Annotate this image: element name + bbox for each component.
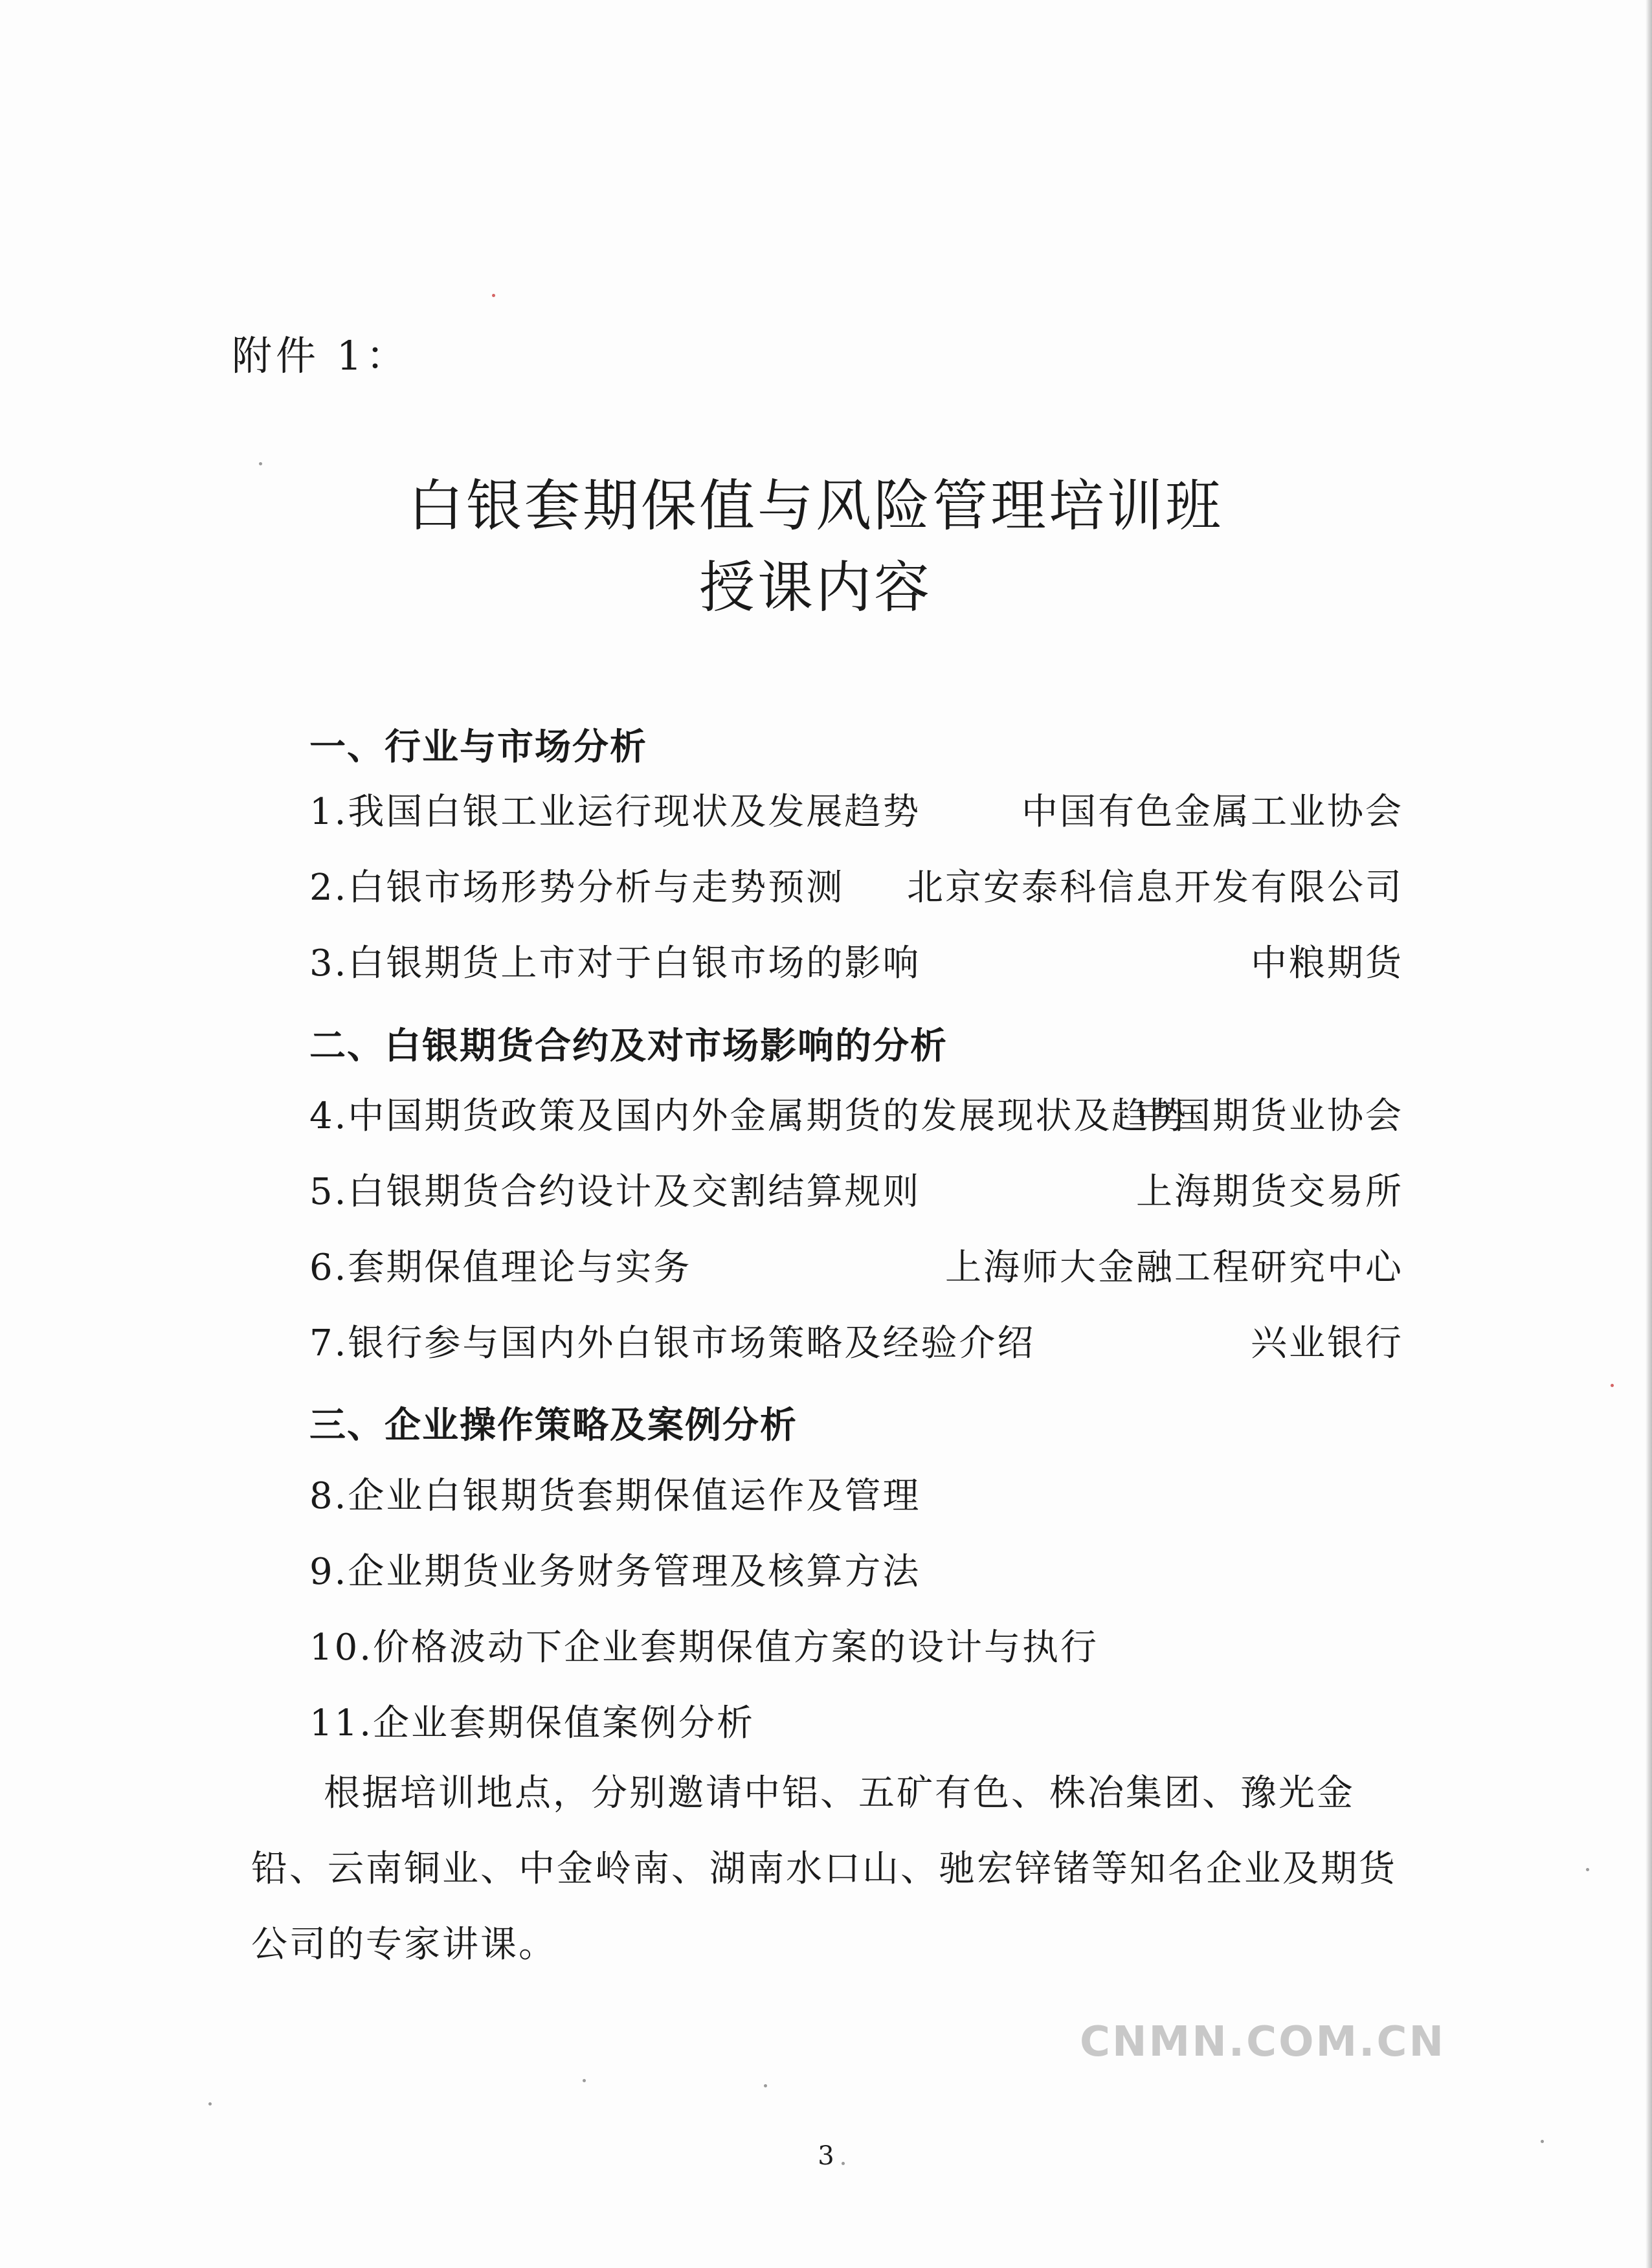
item-topic: 9.企业期货业务财务管理及核算方法 (309, 1551, 921, 1593)
list-item-5 (309, 1163, 1403, 1215)
list-item-7 (309, 1315, 1403, 1366)
section-heading-1: 一、行业与市场分析 (309, 726, 647, 768)
list-item-11 (309, 1695, 1403, 1746)
item-provider: 中国期货业协会 (1136, 1095, 1403, 1137)
list-item-10 (309, 1619, 1403, 1671)
item-topic: 3.白银期货上市对于白银市场的影响 (309, 942, 921, 984)
item-topic: 7.银行参与国内外白银市场策略及经验介绍 (309, 1322, 1036, 1364)
scan-speck (208, 2102, 212, 2106)
scan-speck (1541, 2140, 1544, 2143)
watermark: CNMN.COM.CN (1080, 2018, 1446, 2066)
item-topic: 6.套期保值理论与实务 (309, 1247, 692, 1289)
item-topic: 5.白银期货合约设计及交割结算规则 (309, 1171, 921, 1213)
item-topic: 4.中国期货政策及国内外金属期货的发展现状及趋势 (309, 1095, 1189, 1137)
scan-speck (583, 2079, 586, 2082)
document-subtitle: 授课内容 (699, 555, 932, 620)
scan-speck (1586, 1868, 1589, 1871)
section-heading-2: 二、白银期货合约及对市场影响的分析 (309, 1025, 948, 1067)
item-provider: 兴业银行 (1251, 1322, 1403, 1364)
page-number: 3 (818, 2141, 834, 2171)
scan-speck (842, 2162, 845, 2165)
scan-edge-shadow (1646, 0, 1652, 2268)
item-topic: 10.价格波动下企业套期保值方案的设计与执行 (309, 1627, 1099, 1669)
list-item-3 (309, 935, 1403, 986)
list-item-6 (309, 1239, 1403, 1291)
scan-speck (764, 2084, 767, 2087)
attachment-label: 附件 1： (232, 332, 410, 379)
item-provider: 上海期货交易所 (1136, 1171, 1403, 1213)
list-item-9 (309, 1543, 1403, 1595)
closing-paragraph: 根据培训地点，分别邀请中铝、五矿有色、株冶集团、豫光金铅、云南铜业、中金岭南、湖南水口山、驰宏锌锗等知名企业及期货公司的专家讲课。 (251, 1772, 1397, 1966)
item-provider: 中国有色金属工业协会 (1021, 791, 1403, 833)
list-item-8 (309, 1467, 1403, 1519)
item-topic: 2.白银市场形势分析与走势预测 (309, 867, 845, 909)
list-item-4 (309, 1087, 1403, 1139)
scan-speck (492, 294, 495, 297)
item-topic: 1.我国白银工业运行现状及发展趋势 (309, 791, 921, 833)
scan-speck (1611, 1384, 1614, 1387)
item-provider: 中粮期货 (1251, 942, 1403, 984)
scan-speck (259, 462, 262, 465)
item-provider: 北京安泰科信息开发有限公司 (907, 867, 1403, 909)
list-item-2 (309, 859, 1403, 911)
item-topic: 11.企业套期保值案例分析 (309, 1702, 755, 1744)
section-heading-3: 三、企业操作策略及案例分析 (309, 1405, 798, 1447)
document-title: 白银套期保值与风险管理培训班 (408, 474, 1223, 539)
item-topic: 8.企业白银期货套期保值运作及管理 (309, 1475, 921, 1517)
item-provider: 上海师大金融工程研究中心 (945, 1247, 1403, 1289)
list-item-1 (309, 783, 1403, 835)
